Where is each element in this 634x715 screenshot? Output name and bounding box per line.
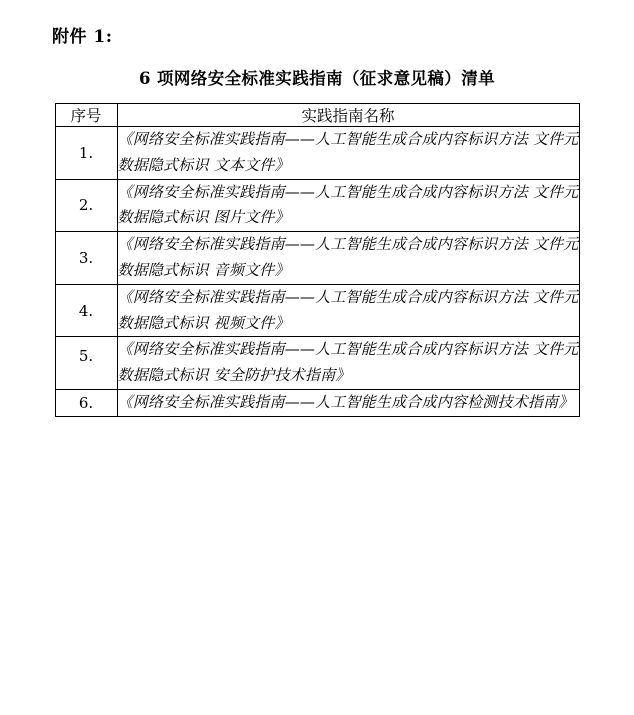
row-number: 5. [55, 337, 117, 390]
row-number: 3. [55, 232, 117, 285]
row-number: 1. [55, 127, 117, 180]
page-title: 6 项网络安全标准实践指南（征求意见稿）清单 [138, 69, 496, 88]
row-number: 2. [55, 179, 117, 232]
table-row [55, 389, 579, 416]
document-page [0, 22, 634, 715]
row-guideline-name: 《网络安全标准实践指南——人工智能生成合成内容检测技术指南》 [117, 389, 579, 416]
table-row [55, 179, 579, 232]
column-header-name: 实践指南名称 [117, 104, 579, 127]
row-guideline-name: 《网络安全标准实践指南——人工智能生成合成内容标识方法 文件元数据隐式标识 图片文件》 [117, 179, 579, 232]
table-row [55, 284, 579, 337]
row-number: 6. [55, 389, 117, 416]
column-header-no: 序号 [55, 104, 117, 127]
table-row [55, 232, 579, 285]
table-header-row [55, 104, 579, 127]
guideline-list-table [55, 103, 580, 417]
row-guideline-name: 《网络安全标准实践指南——人工智能生成合成内容标识方法 文件元数据隐式标识 音频文件》 [117, 232, 579, 285]
row-number: 4. [55, 284, 117, 337]
attachment-label: 附件 1: [52, 27, 113, 47]
row-guideline-name: 《网络安全标准实践指南——人工智能生成合成内容标识方法 文件元数据隐式标识 安全防护技术指南》 [117, 337, 579, 390]
row-guideline-name: 《网络安全标准实践指南——人工智能生成合成内容标识方法 文件元数据隐式标识 文本文件》 [117, 127, 579, 180]
table-row [55, 127, 579, 180]
row-guideline-name: 《网络安全标准实践指南——人工智能生成合成内容标识方法 文件元数据隐式标识 视频文件》 [117, 284, 579, 337]
table-row [55, 337, 579, 390]
